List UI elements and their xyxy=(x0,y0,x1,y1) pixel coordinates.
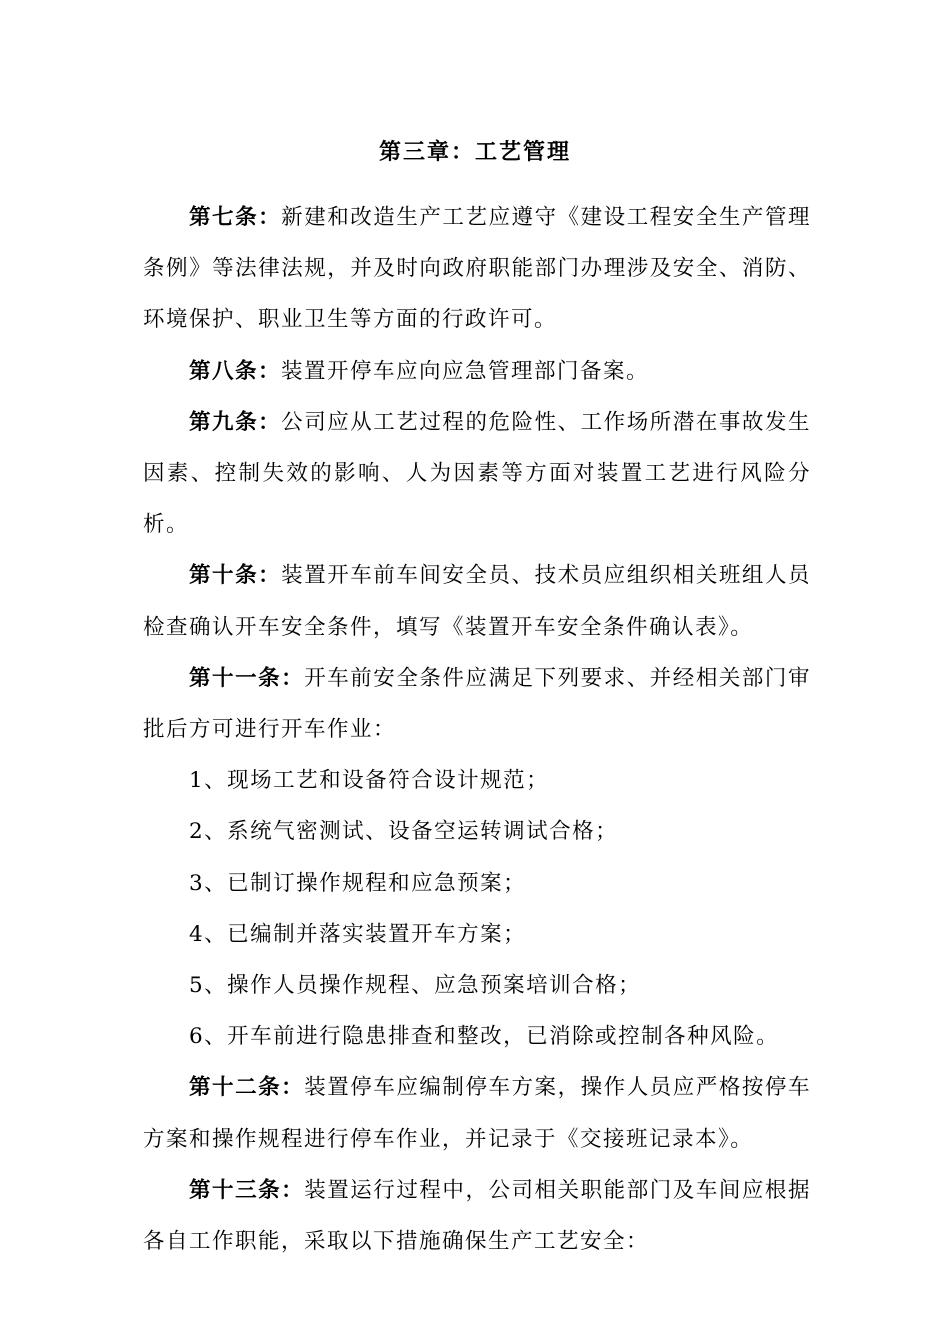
chapter-title: 第三章：工艺管理 xyxy=(378,139,571,165)
article-13 xyxy=(143,1165,811,1267)
article-label: 第十二条： xyxy=(189,1075,305,1101)
condition-item: 6、开车前进行隐患排查和整改，已消除或控制各种风险。 xyxy=(189,1024,780,1050)
article-9 xyxy=(143,397,811,551)
condition-item: 5、操作人员操作规程、应急预案培训合格； xyxy=(189,973,642,999)
article-label: 第七条： xyxy=(189,205,282,230)
condition-item: 2、系统气密测试、设备空运转调试合格； xyxy=(189,819,619,845)
article-12 xyxy=(143,1062,811,1164)
article-text: 装置停车应编制停车方案，操作人员应严格按停车方案和操作规程进行停车作业，并记录于《交接班记录本》。 xyxy=(143,1075,811,1152)
article-text: 装置开车前车间安全员、技术员应组织相关班组人员检查确认开车安全条件，填写《装置开车安全条件确认表》。 xyxy=(143,563,811,640)
condition-item: 4、已编制并落实装置开车方案； xyxy=(189,921,527,947)
article-11 xyxy=(143,653,811,755)
article-label: 第十条： xyxy=(189,563,282,589)
article-text: 装置开停车应向应急管理部门备案。 xyxy=(281,358,650,384)
article-text: 装置运行过程中，公司相关职能部门及车间应根据各自工作职能，采取以下措施确保生产工艺安全： xyxy=(143,1177,811,1255)
document-body xyxy=(143,192,811,1267)
article-text: 公司应从工艺过程的危险性、工作场所潜在事故发生因素、控制失效的影响、人为因素等方面对装置工艺进行风险分析。 xyxy=(143,409,811,538)
article-label: 第九条： xyxy=(189,409,282,435)
article-text: 开车前安全条件应满足下列要求、并经相关部门审批后方可进行开车作业： xyxy=(143,665,811,743)
article-label: 第十三条： xyxy=(189,1177,305,1203)
article-10 xyxy=(143,550,811,652)
article-label: 第十一条： xyxy=(189,665,305,691)
article-8 xyxy=(143,346,811,397)
condition-item: 1、现场工艺和设备符合设计规范； xyxy=(189,768,550,794)
article-7 xyxy=(143,192,811,346)
article-text: 新建和改造生产工艺应遵守《建设工程安全生产管理条例》等法律法规，并及时向政府职能部门办理涉及安全、消防、环境保护、职业卫生等方面的行政许可。 xyxy=(143,205,811,333)
article-label: 第八条： xyxy=(189,358,282,384)
condition-item: 3、已制订操作规程和应急预案； xyxy=(189,870,527,896)
